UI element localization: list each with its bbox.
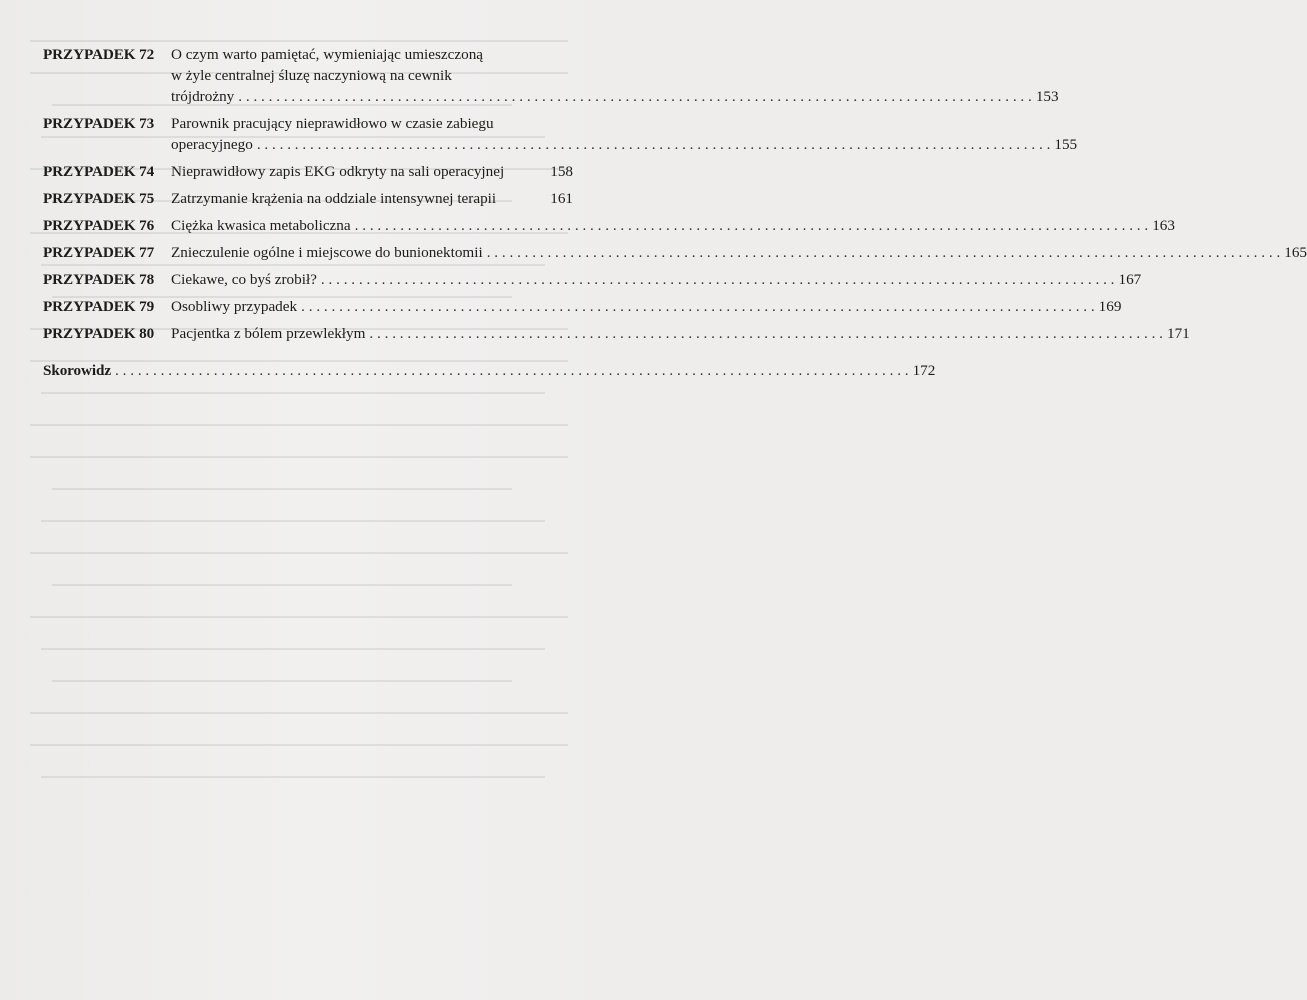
entry-title-line: O czym warto pamiętać, wymieniając umieszczoną [171,46,484,63]
entry-title-block [171,242,1307,263]
entry-final-line [171,323,1190,344]
dot-leader [301,296,1095,317]
entry-page-number: 163 [1152,217,1175,234]
entry-label: PRZYPADEK 74 [43,163,155,180]
entry-final-line [171,134,1077,155]
entry-label: PRZYPADEK 72 [43,46,155,63]
entry-page-number: 165 [1284,244,1307,261]
toc-entry[interactable] [43,44,1059,107]
toc-entry-index[interactable] [43,360,936,381]
entry-title-text: operacyjnego [171,136,253,153]
toc-entry[interactable] [43,269,1142,290]
entry-page-number: 167 [1118,271,1142,288]
entry-final-line [171,86,1059,107]
entry-title-text: Pacjentka z bólem przewlekłym [171,325,366,342]
index-page-number: 172 [912,362,936,379]
dot-leader [355,215,1149,236]
dot-leader [115,360,909,381]
toc-entry[interactable] [43,242,1307,263]
table-of-contents [43,44,1307,381]
entry-title-block [171,113,1077,155]
entry-title-block [171,161,573,182]
entry-title-block [171,44,1059,107]
entry-page-number: 169 [1098,298,1122,315]
entry-final-line [171,242,1307,263]
entry-title-line: Parownik pracujący nieprawidłowo w czasie zabiegu [171,115,494,132]
entry-title-text: Nieprawidłowy zapis EKG odkryty na sali operacyjnej [171,163,505,180]
index-label: Skorowidz [43,362,112,379]
entry-title-text: Osobliwy przypadek [171,298,298,315]
toc-entry[interactable] [43,323,1190,344]
entry-label: PRZYPADEK 78 [43,271,155,288]
dot-leader [369,323,1163,344]
entry-title-text: Zatrzymanie krążenia na oddziale intensywnej terapii [171,190,497,207]
entry-title-block [171,296,1121,317]
entry-title-text: Ciężka kwasica metaboliczna [171,217,351,234]
entry-label: PRZYPADEK 79 [43,298,155,315]
toc-entry[interactable] [43,215,1175,236]
dot-leader [487,242,1281,263]
entry-label: PRZYPADEK 73 [43,115,155,132]
toc-entry[interactable] [43,188,573,209]
entry-page-number: 161 [550,190,573,207]
toc-entry[interactable] [43,161,573,182]
entry-title-line: w żyle centralnej śluzę naczyniową na cewnik [171,67,452,84]
entry-final-line [171,296,1121,317]
entry-page-number: 158 [550,163,573,180]
entry-label: PRZYPADEK 75 [43,190,155,207]
entry-title-text: trójdrożny [171,88,235,105]
toc-entry[interactable] [43,113,1078,155]
dot-leader [238,86,1032,107]
entry-title-block [171,269,1141,290]
entry-label: PRZYPADEK 76 [43,217,155,234]
entry-final-line [171,215,1175,236]
dot-leader [321,269,1115,290]
entry-page-number: 171 [1166,325,1190,342]
entry-label: PRZYPADEK 80 [43,325,155,342]
entry-title-block [171,188,573,209]
entry-final-line [171,188,573,209]
entry-title-text: Znieczulenie ogólne i miejscowe do bunionektomii [171,244,483,261]
entry-page-number: 155 [1054,136,1078,153]
toc-entry[interactable] [43,296,1122,317]
entry-title-text: Ciekawe, co byś zrobił? [171,271,317,288]
dot-leader [257,134,1051,155]
entry-final-line [171,161,573,182]
entry-page-number: 153 [1035,88,1059,105]
toc-entries [43,44,1307,344]
entry-title-block [171,215,1175,236]
entry-label: PRZYPADEK 77 [43,244,155,261]
entry-final-line [171,269,1141,290]
entry-title-block [171,323,1190,344]
